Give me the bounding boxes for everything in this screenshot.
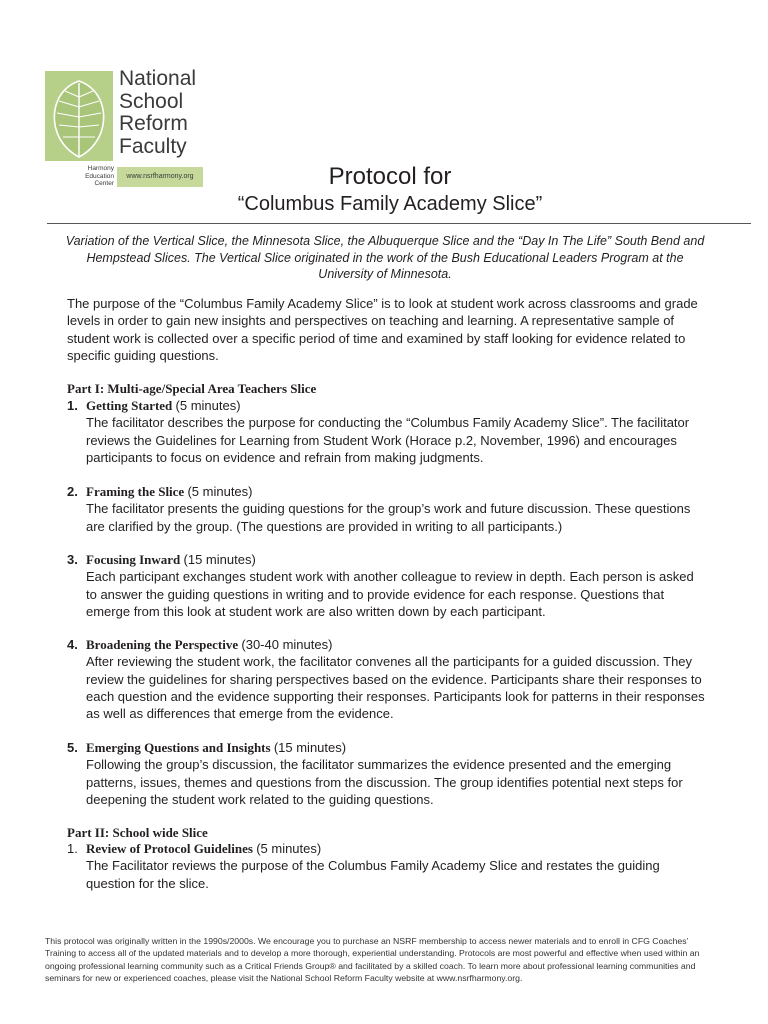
footer-note: This protocol was originally written in the 1990s/2000s. We encourage you to purchase an NSRF membership to access newer materials and to enroll in CFG Coaches’ Training to access all of the updated materials and to develop a more thorough, experiential understanding. Protocols are most powerful and effective when used within an ongoing professional learning community such as a Critical Friends Group® and facilitated by a skilled coach. To learn more about professional learning communities and seminars for new or experienced coaches, please visit the National School Reform Faculty website at www.nsrfharmony.org. xyxy=(45,936,700,984)
step-title: Review of Protocol Guidelines xyxy=(86,841,253,856)
part-one-heading: Part I: Multi-age/Special Area Teachers Slice xyxy=(67,381,317,396)
step-duration: (30-40 minutes) xyxy=(241,637,333,652)
step-duration: (15 minutes) xyxy=(273,740,347,755)
step-item xyxy=(67,840,707,892)
step-number: 2. xyxy=(67,484,78,499)
harmony-line: Education xyxy=(85,172,114,180)
harmony-line: Harmony xyxy=(87,165,114,172)
step-title: Emerging Questions and Insights xyxy=(86,740,271,755)
org-name-line: Reform xyxy=(119,112,188,135)
step-number: 4. xyxy=(67,637,78,652)
step-body: After reviewing the student work, the facilitator convenes all the participants for a guided discussion. They review the guidelines for sharing perspectives based on the evidence. Participants share their responses to each question and the evidence supporting their responses. Participants look for patterns in their responses as well as differences that emerge from the evidence. xyxy=(86,654,705,722)
step-duration: (5 minutes) xyxy=(175,398,241,413)
header-divider xyxy=(47,223,751,224)
harmony-line: Center xyxy=(94,180,114,187)
step-number: 1. xyxy=(67,841,78,856)
step-body: The Facilitator reviews the purpose of the Columbus Family Academy Slice and restates the guiding question for the slice. xyxy=(86,858,660,891)
step-number: 3. xyxy=(67,552,78,567)
step-number: 1. xyxy=(67,398,78,413)
org-name-line: National xyxy=(119,67,197,90)
step-duration: (5 minutes) xyxy=(187,484,253,499)
step-item xyxy=(67,551,707,620)
step-number: 5. xyxy=(67,740,78,755)
variation-note: Variation of the Vertical Slice, the Minnesota Slice, the Albuquerque Slice and the “Day In The Life” South Bend and Hempstead Slices. The Vertical Slice originated in the work of the Bush Educational Leaders Program at the University of Minnesota. xyxy=(65,234,705,281)
org-name xyxy=(119,68,196,158)
step-title: Focusing Inward xyxy=(86,552,181,567)
step-title: Broadening the Perspective xyxy=(86,637,239,652)
part-two-heading: Part II: School wide Slice xyxy=(67,825,208,840)
step-body: Each participant exchanges student work with another colleague to review in depth. Each person is asked to answer the guiding questions in writing and to provide evidence for each response. Questions that emerge from this look at student work are also written down by each participant. xyxy=(86,569,694,619)
document-title: Protocol for xyxy=(328,163,452,190)
step-title: Framing the Slice xyxy=(86,484,185,499)
step-item xyxy=(67,483,707,535)
step-body: The facilitator describes the purpose for conducting the “Columbus Family Academy Slice”. The facilitator reviews the Guidelines for Learning from Student Work (Horace p.2, November, 1996) and encourages participants to focus on evidence and refrain from making judgments. xyxy=(86,415,690,465)
step-title: Getting Started xyxy=(86,398,173,413)
org-name-line: Faculty xyxy=(119,134,187,158)
step-duration: (5 minutes) xyxy=(256,841,322,856)
nsrf-leaf-logo xyxy=(45,71,113,161)
step-body: The facilitator presents the guiding questions for the group’s work and future discussion. These questions are clarified by the group. (The questions are provided in writing to all participants.) xyxy=(86,501,691,534)
step-item xyxy=(67,739,707,808)
step-item xyxy=(67,636,707,722)
step-body: Following the group’s discussion, the facilitator summarizes the evidence presented and the emerging patterns, issues, themes and questions from the discussion. The group identifies potential next steps for deepening the student work related to the guiding questions. xyxy=(86,757,683,807)
step-item xyxy=(67,397,707,466)
document-subtitle: “Columbus Family Academy Slice” xyxy=(237,193,543,215)
step-duration: (15 minutes) xyxy=(183,552,256,567)
org-name-line: School xyxy=(119,89,184,113)
intro-paragraph: The purpose of the “Columbus Family Academy Slice” is to look at student work across classrooms and grade levels in order to gain new insights and perspectives on teaching and learning. A representative sample of student work is collected over a specific period of time and examined by staff looking for evidence related to specific guiding questions. xyxy=(67,296,698,363)
website-badge: www.nsrfharmony.org xyxy=(117,167,203,187)
